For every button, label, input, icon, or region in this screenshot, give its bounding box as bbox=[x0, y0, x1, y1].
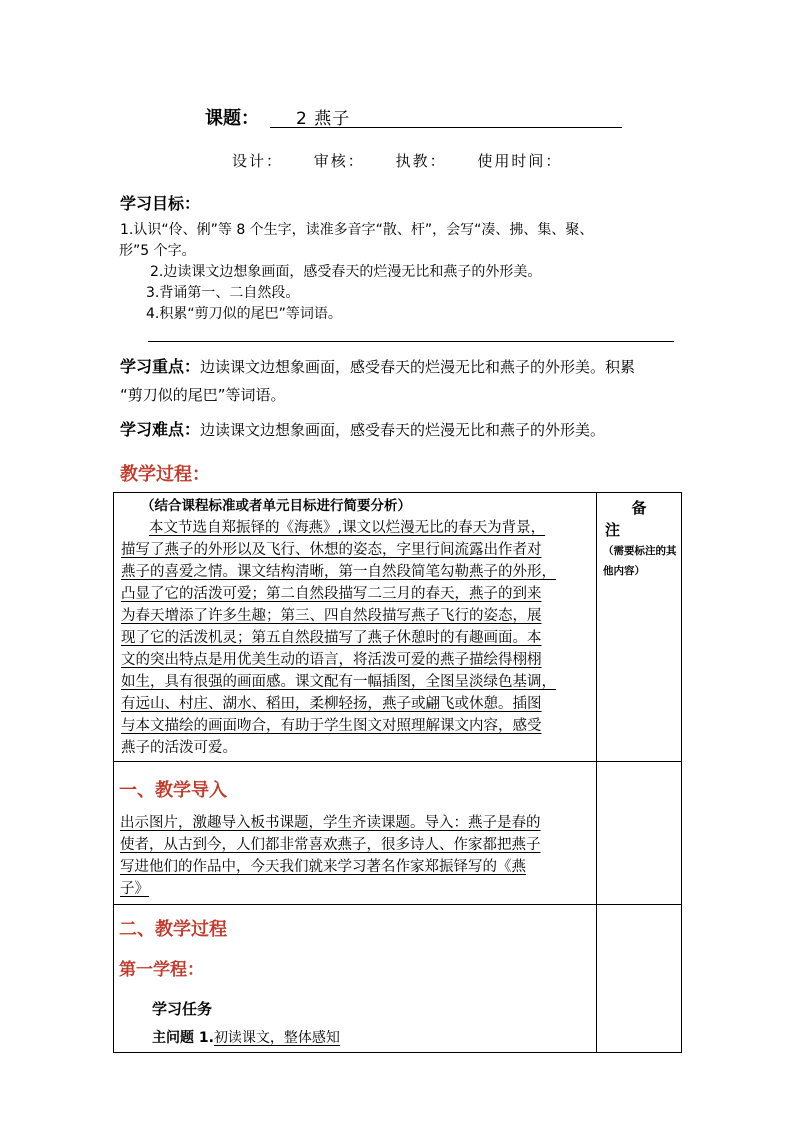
goal-item: 形”5 个字。 bbox=[119, 243, 196, 259]
lesson-table bbox=[113, 492, 682, 1053]
analysis-line: 有远山、村庄、湖水、稻田，柔柳轻扬，燕子或翩飞或休憩。插图 bbox=[121, 696, 542, 712]
analysis-line: 燕子的喜爱之情。课文结构清晰，第一自然段简笔勾勒燕子的外形， bbox=[121, 564, 556, 580]
goal-item: 1.认识“伶、俐”等 8 个生字，读准多音字“散、杆”，会写“凑、拂、集、聚、 bbox=[120, 222, 594, 238]
intro-text bbox=[114, 802, 596, 904]
intro-line: 使者，从古到今，人们都非常喜欢燕子，很多诗人、作家都把燕子 bbox=[120, 837, 541, 853]
key-points bbox=[120, 353, 682, 409]
difficulty bbox=[120, 416, 682, 444]
process-cell bbox=[114, 905, 597, 1053]
note-title bbox=[597, 493, 681, 541]
goal-item: 2.边读课文边想象画面，感受春天的烂漫无比和燕子的外形美。 bbox=[150, 264, 542, 280]
goals-heading: 学习目标： bbox=[120, 194, 201, 213]
analysis-line: 如生，具有很强的画面感。课文配有一幅插图，全图呈淡绿色基调， bbox=[121, 674, 556, 690]
process-heading: 教学过程： bbox=[120, 464, 210, 485]
analysis-line: 文的突出特点是用优美生动的语言，将活泼可爱的燕子描绘得栩栩 bbox=[121, 652, 542, 668]
difficulty-label: 学习难点： bbox=[120, 420, 201, 439]
divider-line bbox=[148, 341, 674, 342]
key-points-label: 学习重点： bbox=[120, 357, 201, 376]
goal-item: 4.积累“剪刀似的尾巴”等词语。 bbox=[146, 306, 342, 322]
stage-title: 第一学程： bbox=[119, 960, 204, 980]
analysis-line: 燕子的活泼可爱。 bbox=[121, 740, 237, 756]
note-title-2: 注 bbox=[605, 521, 621, 539]
meta-review: 审核： bbox=[313, 152, 365, 170]
key-points-text: 边读课文边想象画面，感受春天的烂漫无比和燕子的外形美。积累 bbox=[200, 358, 636, 376]
analysis-line: 现了它的活泼机灵；第五自然段描写了燕子休憩时的有趣画面。本 bbox=[121, 630, 542, 646]
intro-cell bbox=[114, 762, 597, 905]
analysis-line: 与本文描绘的画面吻合，有助于学生图文对照理解课文内容，感受 bbox=[121, 718, 542, 734]
analysis-line: 描写了燕子的外形以及飞行、休想的姿态，字里行间流露出作者对 bbox=[121, 542, 542, 558]
section-process-title: 二、教学过程 bbox=[119, 919, 227, 940]
q1-label: 主问题 1. bbox=[152, 1030, 214, 1046]
analysis-cell bbox=[114, 493, 597, 762]
meta-teacher: 执教： bbox=[395, 152, 447, 170]
lesson-title: 2 燕子 bbox=[296, 109, 351, 129]
note-subtitle: （需要标注的其他内容） bbox=[603, 545, 677, 577]
difficulty-text: 边读课文边想象画面，感受春天的烂漫无比和燕子的外形美。 bbox=[200, 421, 606, 439]
intro-line: 出示图片，激趣导入板书课题，学生齐读课题。导入：燕子是春的 bbox=[120, 815, 541, 831]
analysis-line: 凸显了它的活泼可爱；第二自然段描写二三月的春天，燕子的到来 bbox=[121, 586, 542, 602]
goal-item: 3.背诵第一、二自然段。 bbox=[146, 285, 300, 301]
q1-text: 初读课文，整体感知 bbox=[213, 1030, 340, 1046]
note-title-1: 备 bbox=[631, 499, 647, 517]
meta-row bbox=[232, 150, 586, 171]
goals-list bbox=[119, 220, 681, 325]
note-cell-empty bbox=[597, 762, 682, 905]
analysis-heading: （结合课程标准或者单元目标进行简要分析） bbox=[141, 498, 411, 514]
intro-line: 写进他们的作品中，今天我们就来学习著名作家郑振铎写的《燕 bbox=[120, 859, 526, 875]
main-question-1 bbox=[114, 1019, 596, 1047]
meta-time: 使用时间： bbox=[477, 152, 563, 170]
task-heading: 学习任务 bbox=[152, 1000, 213, 1018]
title-label: 课题： bbox=[205, 108, 259, 129]
note-cell-empty bbox=[597, 905, 682, 1053]
analysis-line: 为春天增添了许多生趣；第三、四自然段描写燕子飞行的姿态，展 bbox=[121, 608, 542, 624]
analysis-line: 本文节选自郑振铎的《海燕》,课文以烂漫无比的春天为背景， bbox=[149, 520, 546, 536]
meta-design: 设计： bbox=[232, 152, 284, 170]
intro-line: 子》 bbox=[120, 881, 149, 897]
section-intro-title: 一、教学导入 bbox=[119, 780, 227, 801]
note-cell bbox=[597, 493, 682, 762]
key-points-text-2: “剪刀似的尾巴”等词语。 bbox=[120, 386, 286, 404]
